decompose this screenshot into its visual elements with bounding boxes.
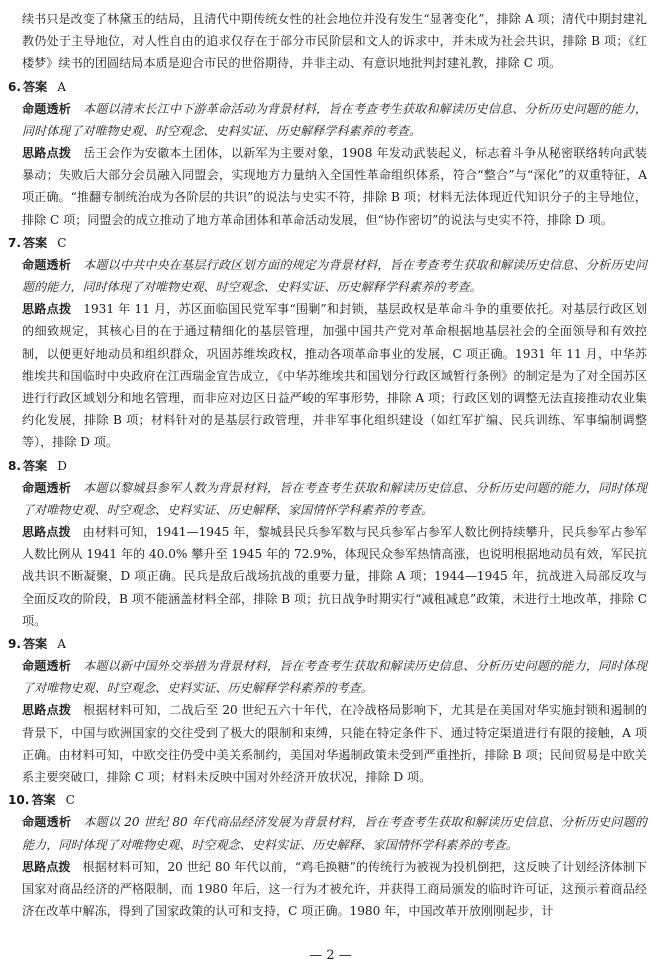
idea-block (22, 142, 647, 231)
intent-label: 命题透析 (22, 815, 72, 830)
intent-block (22, 477, 647, 521)
intent-label: 命题透析 (22, 257, 72, 272)
answer-item (8, 232, 647, 454)
answer-label: 答案 (23, 458, 48, 473)
idea-text: 1931 年 11 月，苏区面临国民党军事“围剿”和封锁，基层政权是革命斗争的重要依托。对基层行政区划的细致规定，其核心目的在于通过精细化的基层管理，加强中国共产党对革命根据地基层社会的全面领导和有效控制，以便更好地动员和组织群众，巩固苏维埃政权，推动各项革命事业的发展，C 项正确。1931 年 11 月，中华苏维埃共和国临时中央政府在江西瑞金宣告成立，《中华苏维埃共和国划分行政区域暂行条例》的制定是为了对全国苏区进行行政区域划分和地名管理，而非应对边区日益严峻的军事形势，排除 A 项；行政区划的调整无法直接推动农业集约化发展，排除 B 项；材料针对的是基层行政管理，并非军事化组织建设（如红军扩编、民兵训练、军事编制调整等），排除 D 项。 (22, 302, 647, 450)
idea-label: 思路点拨 (22, 703, 72, 718)
intent-block (22, 98, 647, 142)
idea-label: 思路点拨 (22, 525, 71, 540)
intro-paragraph: 续书只是改变了林黛玉的结局，且清代中期传统女性的社会地位并没有发生“显著变化”，排除 A 项；清代中期封建礼教仍处于主导地位，对人性自由的追求仅存在于部分市民阶层和文人的诉求中，并未成为社会共识，排除 B 项；《红楼梦》续书的团圆结局本质是迎合市民的世俗期待，并非主动、有意识地批判封建礼教，排除 C 项。 (22, 12, 647, 71)
idea-label: 思路点拨 (22, 859, 71, 874)
idea-block (22, 521, 647, 632)
answer-label: 答案 (23, 79, 48, 94)
idea-block (22, 699, 647, 788)
answer-item (8, 633, 647, 788)
question-number: 6. (8, 79, 22, 94)
question-number: 8. (8, 458, 22, 473)
question-number: 10. (8, 793, 30, 808)
idea-text: 由材料可知，1941—1945 年，黎城县民兵参军数与民兵参军占参军人数比例持续攀升，民兵参军占参军人数比例从 1941 年的 40.0% 攀升至 1945 年的 72.9%，体现民众参军热情高涨，也说明根据地动员有效，军民抗战共识不断凝聚，D 项正确。民兵是敌后战场抗战的重要力量，排除 A 项；1944—1945 年，抗战进入局部反攻与全面反攻的阶段，B 项不能涵盖材料全部，排除 B 项；抗日战争时期实行“减租减息”政策，未进行土地改革，排除 C 项。 (22, 525, 647, 628)
intent-label: 命题透析 (22, 101, 72, 116)
answer-line (8, 455, 647, 477)
answer-value: A (57, 79, 66, 94)
answer-line (8, 232, 647, 254)
question-number: 7. (8, 235, 22, 250)
intent-text: 本题以清末长江中下游革命活动为背景材料，旨在考查考生获取和解读历史信息、分析历史问题的能力，同时体现了对唯物史观、时空观念、史料实证、历史解释学科素养的考查。 (22, 101, 647, 138)
answer-item (8, 455, 647, 632)
idea-block (22, 298, 647, 453)
answer-line (8, 633, 647, 655)
intent-block (22, 655, 647, 699)
intent-text: 本题以新中国外交举措为背景材料，旨在考查考生获取和解读历史信息、分析历史问题的能力，同时体现了对唯物史观、时空观念、史料实证、历史解释学科素养的考查。 (22, 659, 647, 696)
intent-text: 本题以中共中央在基层行政区划方面的规定为背景材料，旨在考查考生获取和解读历史信息、分析历史问题的能力，同时体现了对唯物史观、时空观念、史料实证、历史解释学科素养的考查。 (22, 257, 647, 295)
answer-line (8, 76, 647, 98)
idea-text: 根据材料可知，二战后至 20 世纪五六十年代，在冷战格局影响下，尤其是在美国对华实施封锁和遏制的背景下，中国与欧洲国家的交往受到了极大的限制和束缚，只能在特定条件下、通过特定渠道进行有限的接触，A 项正确。由材料可知，中欧交往仍受中美关系制约，美国对华遏制政策未受到严重挫折，排除 B 项；民间贸易是中欧关系主要突破口，排除 C 项；材料未反映中国对外经济开放状况，排除 D 项。 (22, 703, 647, 785)
answer-value: D (57, 458, 67, 473)
answer-label: 答案 (23, 637, 48, 652)
answer-value: C (65, 793, 75, 808)
answer-value: C (57, 235, 67, 250)
intent-block (22, 254, 647, 298)
intent-text: 本题以 20 世纪 80 年代商品经济发展为背景材料，旨在考查考生获取和解读历史信息、分析历史问题的能力，同时体现了对唯物史观、时空观念、史料实证、历史解释、家国情怀学科素养的考查。 (22, 815, 647, 852)
question-number: 9. (8, 637, 22, 652)
idea-block (22, 856, 647, 923)
answer-item (8, 76, 647, 231)
intent-block (22, 811, 647, 855)
idea-label: 思路点拨 (22, 302, 72, 317)
answer-item (8, 789, 647, 922)
answer-items (8, 76, 647, 923)
idea-label: 思路点拨 (22, 146, 72, 161)
intent-text: 本题以黎城县参军人数为背景材料，旨在考查考生获取和解读历史信息、分析历史问题的能力，同时体现了对唯物史观、时空观念、史料实证、历史解释、家国情怀学科素养的考查。 (22, 480, 647, 517)
answer-value: A (57, 637, 66, 652)
idea-text: 根据材料可知，20 世纪 80 年代以前，“鸡毛换糖”的传统行为被视为投机倒把，这反映了计划经济体制下国家对商品经济的严格限制，而 1980 年后，这一行为才被允许，并获得工商局颁发的临时许可证，这预示着商品经济在改革中解冻，得到了国家政策的认可和支持，C 项正确。1980 年，中国改革开放刚刚起步，计 (22, 859, 647, 919)
answer-line (8, 789, 647, 811)
page-number: — 2 — (309, 948, 352, 963)
answer-label: 答案 (23, 235, 48, 250)
intent-label: 命题透析 (22, 659, 72, 674)
intent-label: 命题透析 (22, 480, 72, 495)
idea-text: 岳王会作为安徽本土团体，以新军为主要对象，1908 年发动武装起义，标志着斗争从秘密联络转向武装暴动；失败后大部分会员融入同盟会，实现地方力量纳入全国性革命组织体系，符合“整合”与“深化”的双重特征，A 项正确。“推翻专制统治成为各阶层的共识”的说法与史实不符，排除 B 项；材料无法体现近代知识分子的主导地位，排除 C 项；同盟会的成立推动了地方革命团体和革命活动发展，但“协作密切”的说法与史实不符，排除 D 项。 (22, 146, 647, 227)
answer-label: 答案 (31, 793, 56, 808)
